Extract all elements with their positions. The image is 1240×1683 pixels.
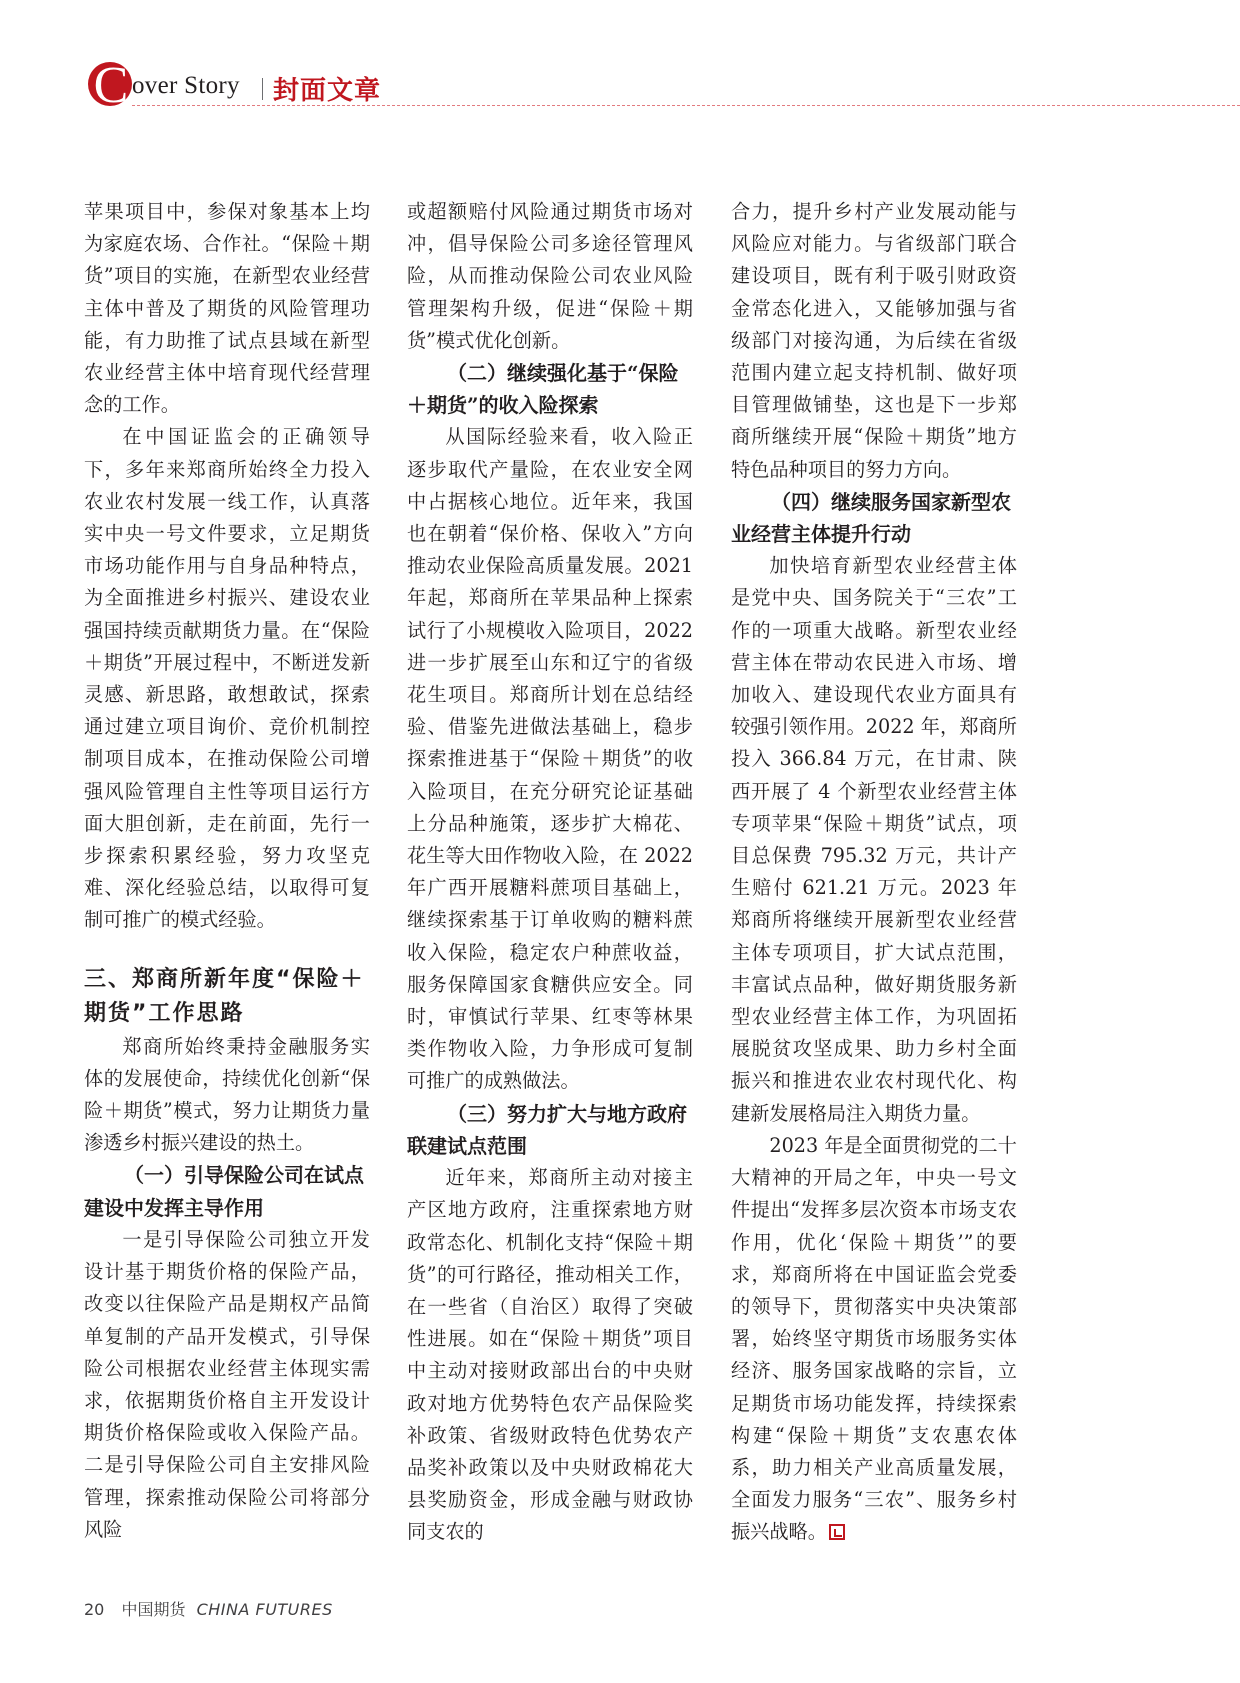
subsection-heading bbox=[84, 1159, 370, 1223]
section-title-cn: 封面文章 bbox=[273, 76, 382, 106]
subsection-heading bbox=[407, 357, 693, 421]
paragraph-text: （二）继续强化基于“保险＋期货”的收入险探索 bbox=[407, 361, 679, 418]
header-separator bbox=[262, 78, 263, 100]
cover-story-logo-circle bbox=[88, 57, 132, 114]
page-footer bbox=[84, 1597, 333, 1620]
paragraph-text: 郑商所始终秉持金融服务实体的发展使命，持续优化创新“保险＋期货”模式，努力让期货力量渗透乡村振兴建设的热土。 bbox=[84, 1034, 370, 1155]
paragraph-text: 从国际经验来看，收入险正逐步取代产量险，在农业安全网中占据核心地位。近年来，我国也在朝着“保价格、保收入”方向推动农业保险高质量发展。2021 年起，郑商所在苹果品种上探索试行了小规模收入险项目，2022 进一步扩展至山东和辽宁的省级花生项目。郑商所计划在总结经验、借鉴先进做法基础上，稳步探索推进基于“保险＋期货”的收入险项目，在充分研究论证基础上分品种施策，逐步扩大棉花、花生等大田作物收入险，在 2022 年广西开展糖料蔗项目基础上，继续探索基于订单收购的糖料蔗收入保险，稳定农户种蔗收益，服务保障国家食糖供应安全。同时，审慎试行苹果、红枣等林果类作物收入险，力争形成可复制可推广的成熟做法。 bbox=[407, 425, 693, 1093]
body-paragraph bbox=[407, 196, 693, 357]
body-paragraph bbox=[84, 1031, 370, 1160]
section-heading bbox=[84, 963, 370, 1031]
article-end-mark-icon bbox=[829, 1524, 845, 1540]
paragraph-text: （三）努力扩大与地方政府联建试点范围 bbox=[407, 1101, 687, 1158]
body-paragraph bbox=[731, 550, 1017, 1130]
subsection-heading bbox=[407, 1098, 693, 1162]
paragraph-text: 近年来，郑商所主动对接主产区地方政府，注重探索地方财政常态化、机制化支持“保险＋期货”的可行路径，推动相关工作，在一些省（自治区）取得了突破性进展。如在“保险＋期货”项目中主动对接财政部出台的中央财政对地方优势特色农产品保险奖补政策、省级财政特色优势农产品奖补政策以及中央财政棉花大县奖励资金，形成金融与财政协同支农的 bbox=[407, 1166, 693, 1544]
paragraph-text: 苹果项目中，参保对象基本上均为家庭农场、合作社。“保险＋期货”项目的实施，在新型农业经营主体中普及了期货的风险管理功能，有力助推了试点县域在新型农业经营主体中培育现代经营理念的工作。 bbox=[84, 200, 370, 417]
paragraph-text: 合力，提升乡村产业发展动能与风险应对能力。与省级部门联合建设项目，既有利于吸引财政资金常态化进入，又能够加强与省级部门对接沟通，为后续在省级范围内建立起支持机制、做好项目管理做铺垫，这也是下一步郑商所继续开展“保险＋期货”地方特色品种项目的努力方向。 bbox=[731, 200, 1017, 481]
header-dashed-rule bbox=[132, 105, 1240, 106]
body-paragraph bbox=[731, 1130, 1017, 1549]
paragraph-text: 2023 年是全面贯彻党的二十大精神的开局之年，中央一号文件提出“发挥多层次资本市场支农作用，优化‘保险＋期货’”的要求，郑商所将在中国证监会党委的领导下，贯彻落实中央决策部署，始终坚守期货市场服务实体经济、服务国家战略的宗旨，立足期货市场功能发挥，持续探索构建“保险＋期货”支农惠农体系，助力相关产业高质量发展，全面发力服务“三农”、服务乡村振兴战略。 bbox=[731, 1133, 1017, 1544]
paragraph-text: （一）引导保险公司在试点建设中发挥主导作用 bbox=[84, 1163, 364, 1220]
body-paragraph bbox=[407, 1162, 693, 1548]
magazine-name-cn: 中国期货 bbox=[121, 1600, 186, 1619]
article-column-2 bbox=[407, 196, 693, 1549]
paragraph-text: （四）继续服务国家新型农业经营主体提升行动 bbox=[731, 489, 1011, 547]
magazine-name-en: CHINA FUTURES bbox=[196, 1600, 333, 1619]
paragraph-text: 加快培育新型农业经营主体是党中央、国务院关于“三农”工作的一项重大战略。新型农业经营主体在带动农民进入市场、增加收入、建设现代农业方面具有较强引领作用。2022 年，郑商所投入 366.84 万元，在甘肃、陕西开展了 4 个新型农业经营主体专项苹果“保险＋期货”试点，项目总保费 795.32 万元，共计产生赔付 621.21 万元。2023 年郑商所将继续开展新型农业经营主体专项项目，扩大试点范围，丰富试点品种，做好期货服务新型农业经营主体工作，为巩固拓展脱贫攻坚成果、助力乡村全面振兴和推进农业农村现代化、构建新发展格局注入期货力量。 bbox=[731, 554, 1017, 1125]
logo-initial: C bbox=[93, 57, 129, 114]
paragraph-text: 或超额赔付风险通过期货市场对冲，倡导保险公司多途径管理风险，从而推动保险公司农业风险管理架构升级，促进“保险＋期货”模式优化创新。 bbox=[407, 200, 693, 352]
article-column-1 bbox=[84, 196, 370, 1546]
subsection-heading bbox=[731, 486, 1017, 550]
paragraph-text: 三、郑商所新年度“保险＋期货”工作思路 bbox=[84, 966, 365, 1026]
paragraph-text: 在中国证监会的正确领导下，多年来郑商所始终全力投入农业农村发展一线工作，认真落实中央一号文件要求，立足期货市场功能作用与自身品种特点，为全面推进乡村振兴、建设农业强国持续贡献期货力量。在“保险＋期货”开展过程中，不断迸发新灵感、新思路，敢想敢试，探索通过建立项目询价、竞价机制控制项目成本，在推动保险公司增强风险管理自主性等项目运行方面大胆创新，走在前面，先行一步探索积累经验，努力攻坚克难、深化经验总结，以取得可复制可推广的模式经验。 bbox=[84, 425, 370, 932]
body-paragraph bbox=[84, 1224, 370, 1546]
article-column-3 bbox=[731, 196, 1017, 1549]
body-paragraph bbox=[407, 421, 693, 1097]
body-paragraph bbox=[731, 196, 1017, 486]
paragraph-text: 一是引导保险公司独立开发设计基于期货价格的保险产品，改变以往保险产品是期权产品简单复制的产品开发模式，引导保险公司根据农业经营主体现实需求，依据期货价格自主开发设计期货价格保险或收入保险产品。二是引导保险公司自主安排风险管理，探索推动保险公司将部分风险 bbox=[84, 1227, 370, 1541]
body-paragraph bbox=[84, 196, 370, 421]
body-paragraph bbox=[84, 421, 370, 936]
page-number: 20 bbox=[84, 1600, 105, 1619]
section-title-en: over Story bbox=[132, 72, 240, 99]
